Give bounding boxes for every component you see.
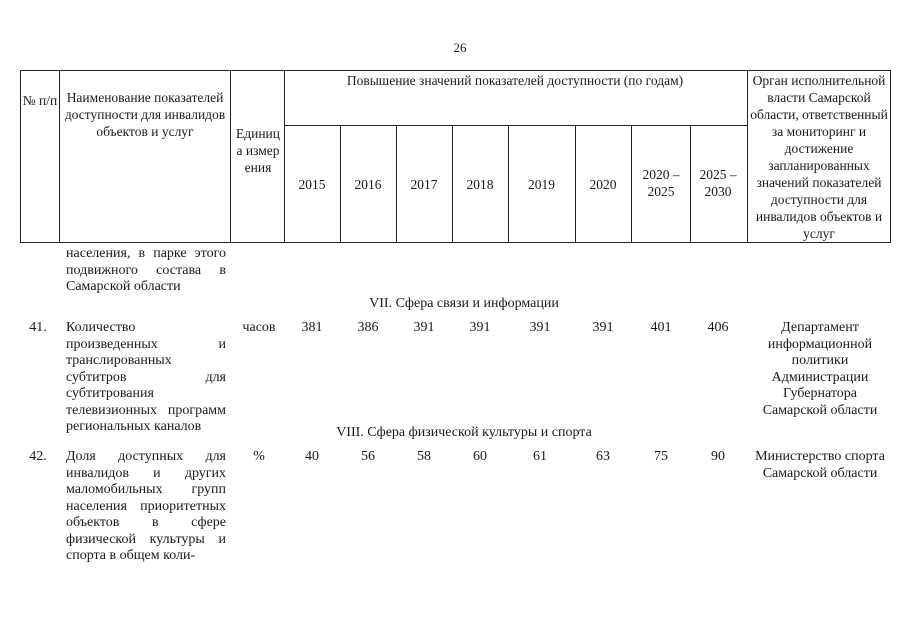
row-41-organ: Департамент информационной политики Администрации Губернатора Самарской области [762,320,878,418]
row-41-number: 41. [29,320,47,335]
header-year-2015: 2015 [298,177,326,192]
row-41-value-2020-2025: 401 [650,320,672,335]
header-number: № п/п [22,93,58,108]
page-number: 26 [453,40,467,55]
header-values-group: Повышение значений показателей доступности (по годам) [346,73,684,88]
continuation-text: населения, в парке этого подвижного состава в Самарской области [66,246,226,294]
section-title-vii: VII. Сфера связи и информации [369,296,559,311]
row-42-value-2017: 58 [417,449,431,464]
row-42-value-2020-2025: 75 [654,449,668,464]
row-42-value-2019: 61 [533,449,547,464]
row-41-value-2016: 386 [357,320,379,335]
section-title-viii: VIII. Сфера физической культуры и спорта [336,425,592,440]
header-organ: Орган исполнительной власти Самарской области, ответственный за мониторинг и достижение запланированных значений показателей доступности для инвалидов объектов и услуг [750,73,888,241]
row-41-value-2018: 391 [469,320,491,335]
row-41-value-2020: 391 [592,320,614,335]
row-42-name: Доля доступных для инвалидов и других маломобильных групп населения приоритетных объектов в сфере физической культуры и спорта в общем коли- [66,449,226,563]
header-unit: Единица измерения [235,126,280,175]
row-42-number: 42. [29,449,47,464]
row-41-name: Количество произведенных и транслированных субтитров для субтитрования телевизионных программ региональных каналов [66,320,226,434]
row-41-unit: часов [242,320,276,335]
header-indicator-name: Наименование показателей доступности для инвалидов объектов и услуг [64,90,226,139]
row-41-value-2019: 391 [529,320,551,335]
row-41-value-2017: 391 [413,320,435,335]
row-42-value-2016: 56 [361,449,375,464]
row-42-unit: % [253,449,265,464]
header-year-2020: 2020 [589,177,617,192]
row-42-value-2015: 40 [305,449,319,464]
header-year-2020-2025: 2020 – 2025 [642,167,680,199]
header-year-2025-2030: 2025 – 2030 [699,167,737,199]
header-year-2018: 2018 [466,177,494,192]
header-year-2019: 2019 [528,177,555,192]
row-41-value-2025-2030: 406 [707,320,729,335]
row-42-value-2020: 63 [596,449,610,464]
row-41-value-2015: 381 [301,320,323,335]
row-42-value-2025-2030: 90 [711,449,725,464]
row-42-value-2018: 60 [473,449,487,464]
header-year-2016: 2016 [354,177,382,192]
header-year-2017: 2017 [410,177,438,192]
row-42-organ: Министерство спорта Самарской области [755,449,885,481]
